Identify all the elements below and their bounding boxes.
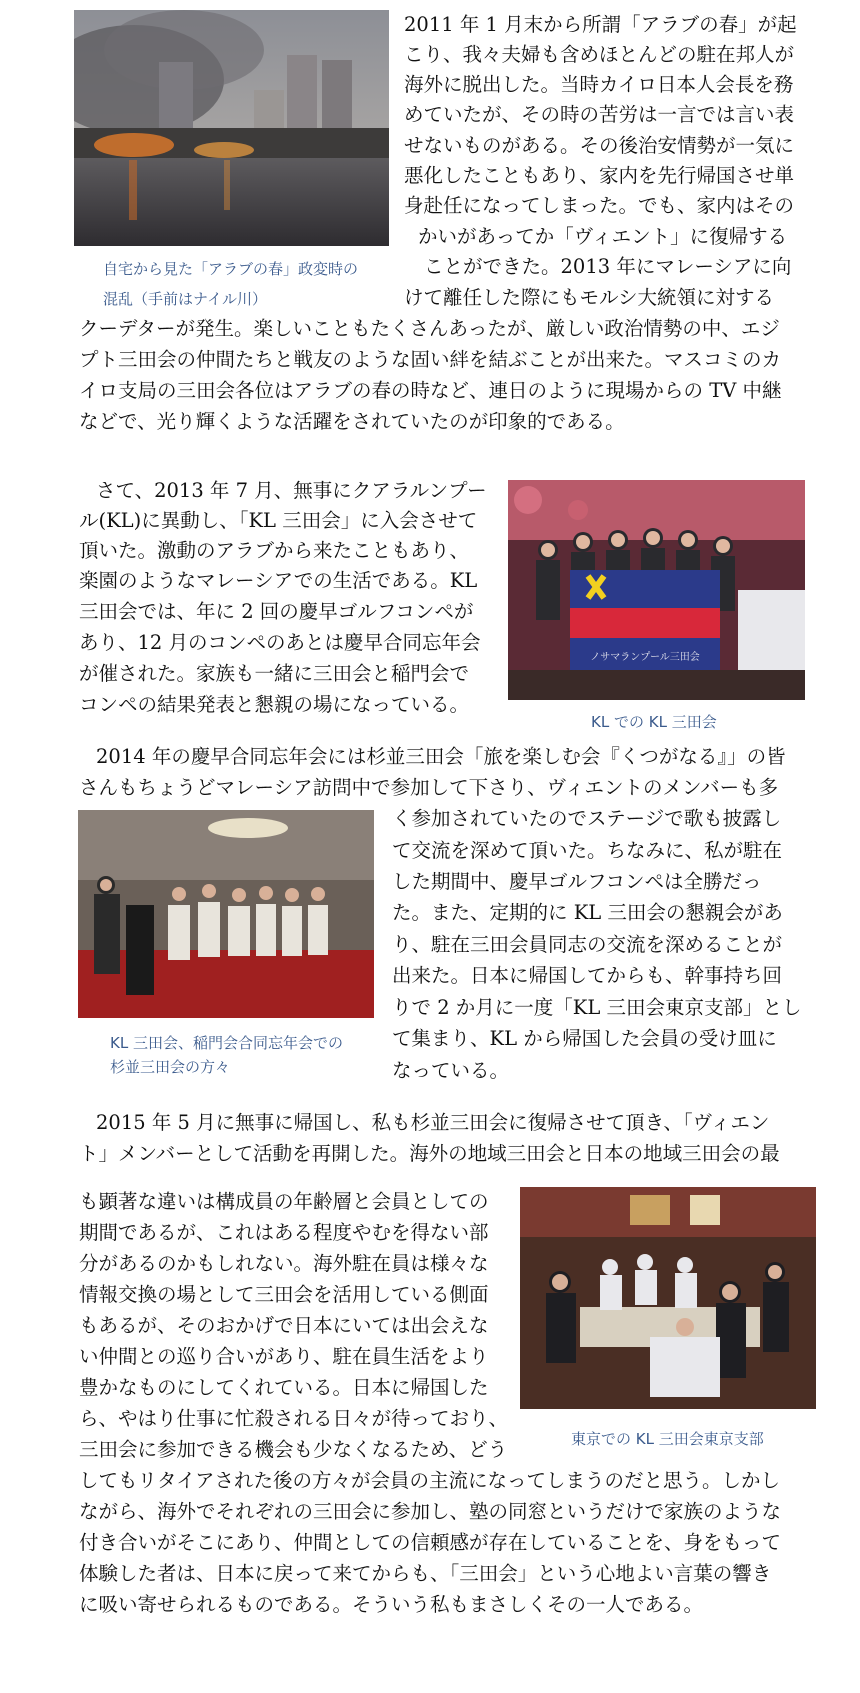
body-text-line: 期間であるが、これはある程度やむを得ない部	[79, 1221, 489, 1244]
body-text-line: もあるが、そのおかげで日本にいては出会えな	[79, 1314, 489, 1337]
body-text-line: 悪化したこともあり、家内を先行帰国させ単	[404, 164, 795, 187]
body-text-line: が催された。家族も一緒に三田会と稲門会で	[79, 662, 470, 685]
body-text-line: た。また、定期的に KL 三田会の懇親会があ	[392, 901, 783, 924]
photo-caption: KL 三田会、稲門会合同忘年会での	[110, 1034, 343, 1052]
body-text-line: 2015 年 5 月に無事に帰国し、私も杉並三田会に復帰させて頂き、「ヴィエン	[96, 1111, 770, 1134]
body-text-line: い仲間との巡り合いがあり、駐在員生活をより	[79, 1345, 489, 1368]
body-text-line: 身赴任になってしまった。でも、家内はその	[404, 194, 795, 217]
body-text-line: ながら、海外でそれぞれの三田会に参加し、塾の同窓というだけで家族のような	[79, 1500, 782, 1523]
body-text-line: ら、やはり仕事に忙殺される日々が待っており、	[79, 1407, 509, 1430]
photo-caption: 自宅から見た「アラブの春」政変時の	[103, 260, 359, 278]
body-text-line: プト三田会の仲間たちと戦友のような固い絆を結ぶことが出来た。マスコミのカ	[79, 348, 782, 371]
body-text-line: なっている。	[392, 1059, 510, 1082]
body-text-line: 三田会では、年に 2 回の慶早ゴルフコンペが	[79, 600, 474, 623]
photo-caption: 杉並三田会の方々	[110, 1058, 231, 1076]
photo-bonenkai	[78, 810, 374, 1018]
body-text-line: 2011 年 1 月末から所謂「アラブの春」が起	[404, 13, 797, 36]
body-text-line: 豊かなものにしてくれている。日本に帰国した	[79, 1376, 489, 1399]
body-text-line: て交流を深めて頂いた。ちなみに、私が駐在	[392, 839, 783, 862]
body-text-line: 体験した者は、日本に戻って来てからも、「三田会」という心地よい言葉の響き	[79, 1562, 772, 1585]
body-text-line: さて、2013 年 7 月、無事にクアラルンプー	[96, 479, 487, 502]
body-text-line: イロ支局の三田会各位はアラブの春の時など、連日のように現場からの TV 中継	[79, 379, 782, 402]
photo-caption: KL での KL 三田会	[591, 713, 717, 731]
body-text-line: に吸い寄せられるものである。そういう私もまさしくその一人である。	[79, 1593, 704, 1616]
body-text-line: こり、我々夫婦も含めほとんどの駐在邦人が	[404, 43, 795, 66]
body-text-line: などで、光り輝くような活躍をされていたのが印象的である。	[79, 410, 625, 433]
body-text-line: 頂いた。激動のアラブから来たこともあり、	[79, 539, 470, 562]
body-text-line: も顕著な違いは構成員の年齢層と会員としての	[79, 1190, 489, 1213]
body-text-line: かいがあってか「ヴィエント」に復帰する	[418, 225, 788, 248]
body-text-line: けて離任した際にもモルシ大統領に対する	[404, 286, 775, 309]
body-text-line: あり、12 月のコンペのあとは慶早合同忘年会	[79, 631, 481, 654]
photo-kl-mita-kai	[508, 480, 805, 700]
body-text-line: 出来た。日本に帰国してからも、幹事持ち回	[392, 964, 783, 987]
body-text-line: り、駐在三田会員同志の交流を深めることが	[392, 933, 783, 956]
photo-tokyo-branch	[520, 1187, 816, 1409]
body-text-line: 分があるのかもしれない。海外駐在員は様々な	[79, 1252, 489, 1275]
body-text-line: してもリタイアされた後の方々が会員の主流になってしまうのだと思う。しかし	[79, 1469, 781, 1492]
photo-caption: 混乱（手前はナイル川）	[103, 290, 267, 308]
body-text-line: コンペの結果発表と懇親の場になっている。	[79, 693, 470, 716]
body-text-line: さんもちょうどマレーシア訪問中で参加して下さり、ヴィエントのメンバーも多	[79, 776, 779, 799]
body-text-line: 楽園のようなマレーシアでの生活である。KL	[79, 569, 478, 592]
body-text-line: て集まり、KL から帰国した会員の受け皿に	[392, 1027, 777, 1050]
photo-cairo-nile	[74, 10, 389, 246]
body-text-line: 三田会に参加できる機会も少なくなるため、どう	[79, 1438, 508, 1461]
body-text-line: めていたが、その時の苦労は一言では言い表	[404, 103, 795, 126]
body-text-line: せないものがある。その後治安情勢が一気に	[404, 134, 795, 157]
flag-text: ノサマランプール三田会	[590, 652, 700, 663]
body-text-line: 情報交換の場として三田会を活用している側面	[79, 1283, 489, 1306]
body-text-line: 海外に脱出した。当時カイロ日本人会長を務	[404, 73, 794, 96]
photo-caption: 東京での KL 三田会東京支部	[571, 1430, 764, 1448]
body-text-line: ル(KL)に異動し、「KL 三田会」に入会させて	[79, 509, 478, 532]
body-text-line: した期間中、慶早ゴルフコンペは全勝だっ	[392, 870, 762, 893]
body-text-line: 付き合いがそこにあり、仲間としての信頼感が存在していることを、身をもって	[79, 1531, 782, 1554]
body-text-line: クーデターが発生。楽しいこともたくさんあったが、厳しい政治情勢の中、エジ	[79, 317, 780, 340]
body-text-line: く参加されていたのでステージで歌も披露し	[392, 807, 782, 830]
body-text-line: りで 2 か月に一度「KL 三田会東京支部」とし	[392, 996, 802, 1019]
body-text-line: ト」メンバーとして活動を再開した。海外の地域三田会と日本の地域三田会の最	[79, 1142, 780, 1165]
body-text-line: 2014 年の慶早合同忘年会には杉並三田会「旅を楽しむ会『くつがなる』」の皆	[96, 745, 786, 768]
body-text-line: ことができた。2013 年にマレーシアに向	[424, 255, 792, 278]
